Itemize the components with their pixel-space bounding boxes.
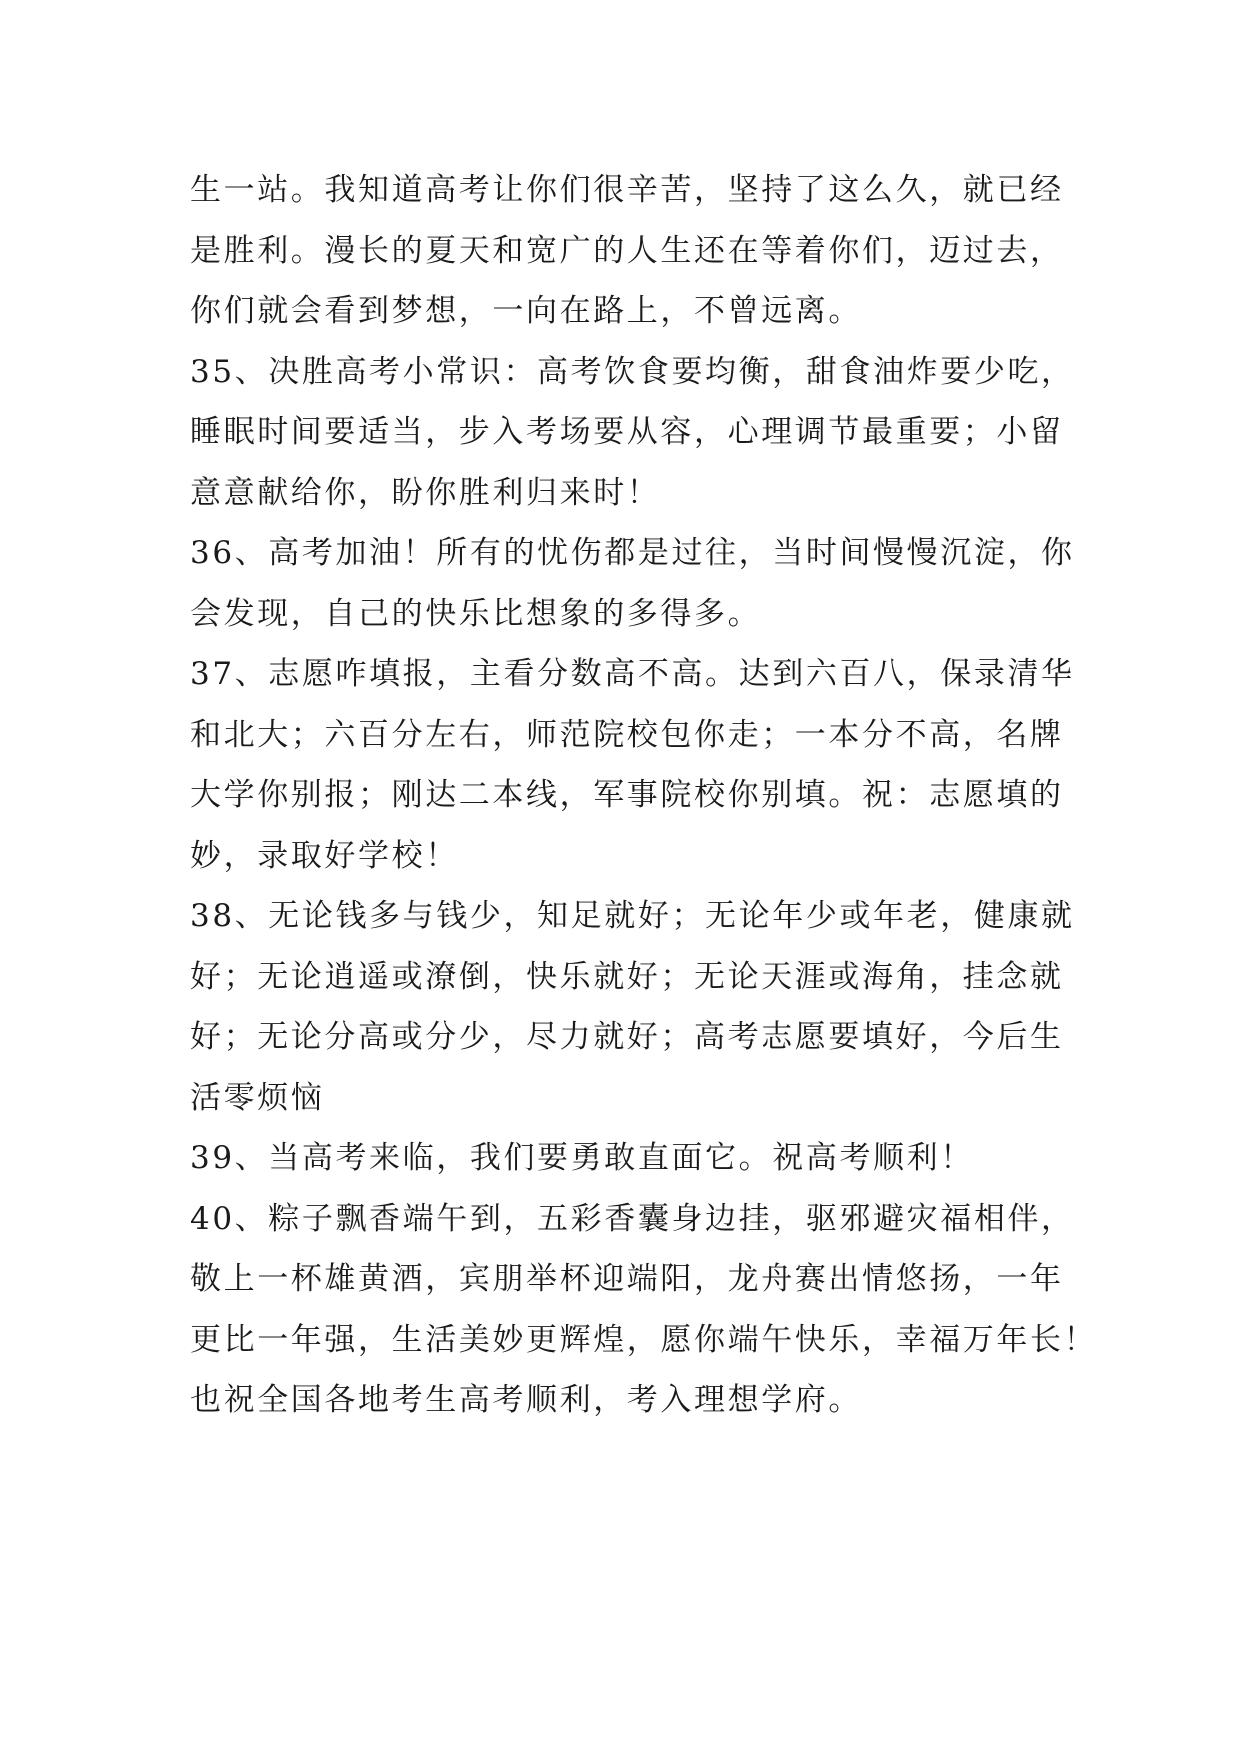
body-text — [190, 160, 1098, 1431]
text-line: 你们就会看到梦想，一向在路上，不曾远离。 — [190, 293, 862, 329]
text-line: 意意献给你，盼你胜利归来时！ — [190, 474, 661, 511]
text-line: 和北大；六百分左右，师范院校包你走；一本分不高，名牌 — [190, 716, 1064, 753]
text-line: 妙，录取好学校！ — [190, 837, 459, 874]
text-line: 活零烦恼 — [190, 1079, 325, 1116]
text-line: 好；无论逍遥或潦倒，快乐就好；无论天涯或海角，挂念就 — [190, 958, 1064, 995]
text-line: 生一站。我知道高考让你们很辛苦，坚持了这么久，就已经 — [190, 172, 1064, 208]
text-line: 更比一年强，生活美妙更辉煌，愿你端午快乐，幸福万年长！ — [190, 1321, 1098, 1358]
text-line: 35、决胜高考小常识：高考饮食要均衡，甜食油炸要少吃， — [190, 353, 1075, 390]
text-line: 好；无论分高或分少，尽力就好；高考志愿要填好，今后生 — [190, 1019, 1064, 1055]
text-line: 大学你别报；刚达二本线，军事院校你别填。祝：志愿填的 — [190, 777, 1064, 813]
text-line: 37、志愿咋填报，主看分数高不高。达到六百八，保录清华 — [190, 656, 1075, 692]
text-line: 是胜利。漫长的夏天和宽广的人生还在等着你们，迈过去， — [190, 232, 1064, 269]
text-line: 36、高考加油！所有的忧伤都是过往，当时间慢慢沉淀，你 — [190, 535, 1075, 571]
text-line: 38、无论钱多与钱少，知足就好；无论年少或年老，健康就 — [190, 898, 1075, 934]
text-line: 睡眠时间要适当，步入考场要从容，心理调节最重要；小留 — [190, 414, 1064, 450]
text-line: 也祝全国各地考生高考顺利，考入理想学府。 — [190, 1382, 862, 1418]
text-line: 敬上一杯雄黄酒，宾朋举杯迎端阳，龙舟赛出情悠扬，一年 — [190, 1261, 1064, 1297]
text-line: 40、粽子飘香端午到，五彩香囊身边挂，驱邪避灾福相伴， — [190, 1200, 1075, 1237]
text-line: 39、当高考来临，我们要勇敢直面它。祝高考顺利！ — [190, 1140, 974, 1176]
text-line: 会发现，自己的快乐比想象的多得多。 — [190, 595, 762, 632]
